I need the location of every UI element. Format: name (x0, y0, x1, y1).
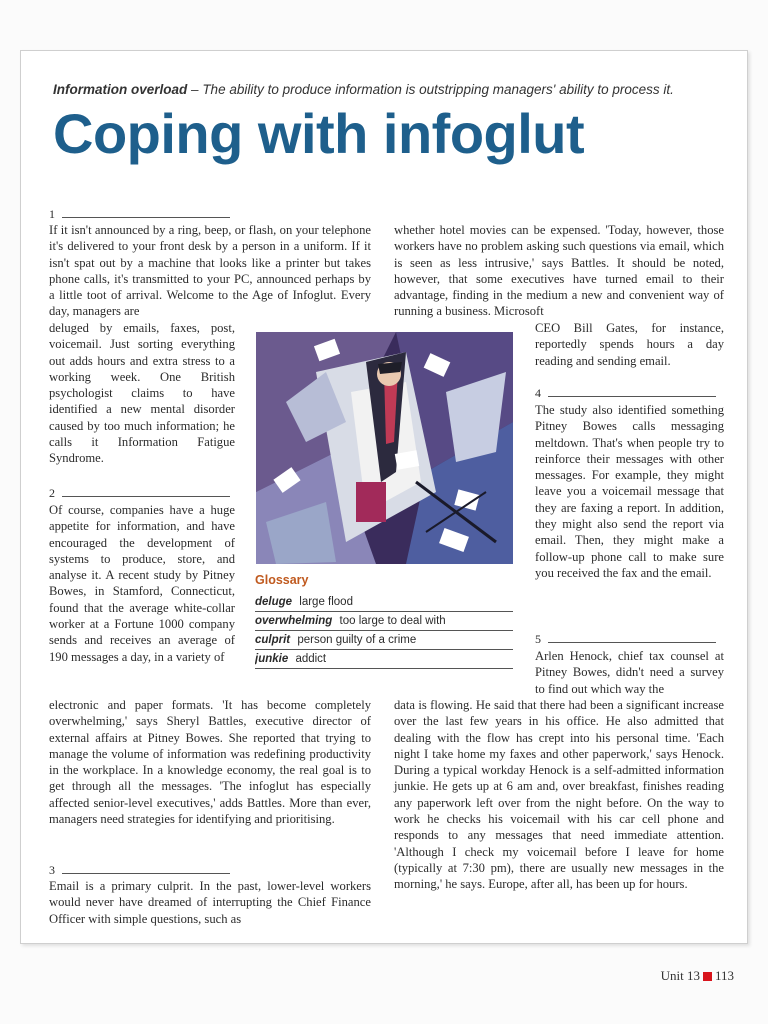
glossary-term: deluge (255, 596, 293, 608)
section-5-rule (548, 642, 716, 643)
section-5-paragraph-2: data is flowing. He said that there had been a significant increase over the last few years in his office. He also admitted that dealing with the flow has crept into his personal time. 'Each night I take home my faxes and other paperwork,' says Henock. During a typical workday Henock is a self-admitted information junkie. He gets up at 6 am and, over breakfast, finishes reading any paperwork left over from the night before. On the way to work he checks his voicemail with his car cell phone and responds to any messages that need immediate attention. 'Although I check my voicemail before I leave for home (typically at 7:30 pm), there are usually new messages in the morning,' he says. Europe, after all, has been up for hours. (394, 698, 724, 892)
section-4-paragraph-1: The study also identified something Pitney Bowes calls messaging meltdown. That's when people try to reinforce their messages with other messages. For example, they might leave you a voicemail message that they are faxing a report. In addition, they might also send the report via email. Then, they might make a follow-up phone call to make sure you received the fax and the email. (535, 403, 724, 580)
section-2-number: 2 (49, 486, 55, 500)
section-5-number: 5 (535, 632, 541, 646)
section-2-paragraph-1: Of course, companies have a huge appetite for information, and have encouraged the development of systems to produce, store, and analyse it. A recent study by Pitney Bowes, in Stamford, Connecticut, found that the average white-collar worker at a Fortune 1000 company sends and receives an average of 190 messages a day, in a variety of (49, 503, 235, 664)
glossary-entry (255, 612, 513, 631)
glossary-definition: person guilty of a crime (297, 634, 417, 646)
red-square-marker-icon (703, 972, 712, 981)
section-2-paragraph-2: electronic and paper formats. 'It has become completely overwhelming,' says Sheryl Battles, executive director of external affairs at Pitney Bowes. She reported that trying to manage the volume of information was redefining productivity in the workplace. In a knowledge economy, the real goal is to get through all the messages. 'The infoglut has especially affected senior-level executives,' adds Battles. More than ever, managers need strategies for identifying and prioritising. (49, 698, 371, 827)
section-2-rule (62, 496, 230, 497)
unit-label: Unit 13 (660, 968, 700, 983)
glossary-definition: large flood (299, 596, 353, 608)
glossary-heading: Glossary (255, 573, 309, 587)
kicker-text: The ability to produce information is outstripping managers' ability to process it. (202, 82, 674, 97)
businessman-documents-illustration (256, 332, 513, 564)
section-3-paragraph-3: CEO Bill Gates, for instance, reportedly spends hours a day reading and sending email. (535, 321, 724, 368)
section-3-paragraph-2: whether hotel movies can be expensed. 'Today, however, those workers have no problem asking such questions via email, which is seen as less intrusive,' says Battles. It should be noted, however, that some executives have turned email to their advantage, finding in the medium a new and convenient way of running a business. Microsoft (394, 223, 724, 319)
section-4-rule (548, 396, 716, 397)
kicker-dash: – (191, 82, 199, 97)
section-3-rule (62, 873, 230, 874)
kicker-label: Information overload (53, 82, 188, 97)
section-5-paragraph-1: Arlen Henock, chief tax counsel at Pitney Bowes, didn't need a survey to find out which way the (535, 649, 724, 696)
glossary-entry (255, 650, 513, 669)
glossary-term: culprit (255, 634, 291, 646)
section-1-number: 1 (49, 207, 55, 221)
glossary-entry (255, 593, 513, 612)
section-1-rule (62, 217, 230, 218)
section-3-paragraph-1: Email is a primary culprit. In the past, lower-level workers would never have dreamed of interrupting the Chief Finance Officer with simple questions, such as (49, 879, 371, 926)
kicker (53, 82, 674, 97)
section-4-number: 4 (535, 386, 541, 400)
glossary-definition: too large to deal with (339, 615, 446, 627)
section-1-paragraph-1: If it isn't announced by a ring, beep, or flash, on your telephone it's delivered to your front desk by a person in a uniform. If it isn't spat out by a machine that looks like a printer but takes phone calls, it's transmitted to your PC, announced perhaps by a little toot of arrival. Welcome to the Age of Infoglut. Every day, managers are (49, 223, 371, 319)
section-3-number: 3 (49, 863, 55, 877)
glossary-entry (255, 631, 513, 650)
page-number: 113 (714, 968, 734, 983)
section-1-paragraph-2: deluged by emails, faxes, post, voicemail. Just sorting everything out adds hours and extra stress to a working week. One British psychologist claims to have identified a new mental disorder caused by too much information; he calls it Information Fatigue Syndrome. (49, 321, 235, 466)
glossary-term: junkie (255, 653, 289, 665)
glossary-definition: addict (295, 653, 327, 665)
page-footer (661, 968, 734, 984)
article-title: Coping with infoglut (53, 102, 585, 165)
glossary-term: overwhelming (255, 615, 333, 627)
